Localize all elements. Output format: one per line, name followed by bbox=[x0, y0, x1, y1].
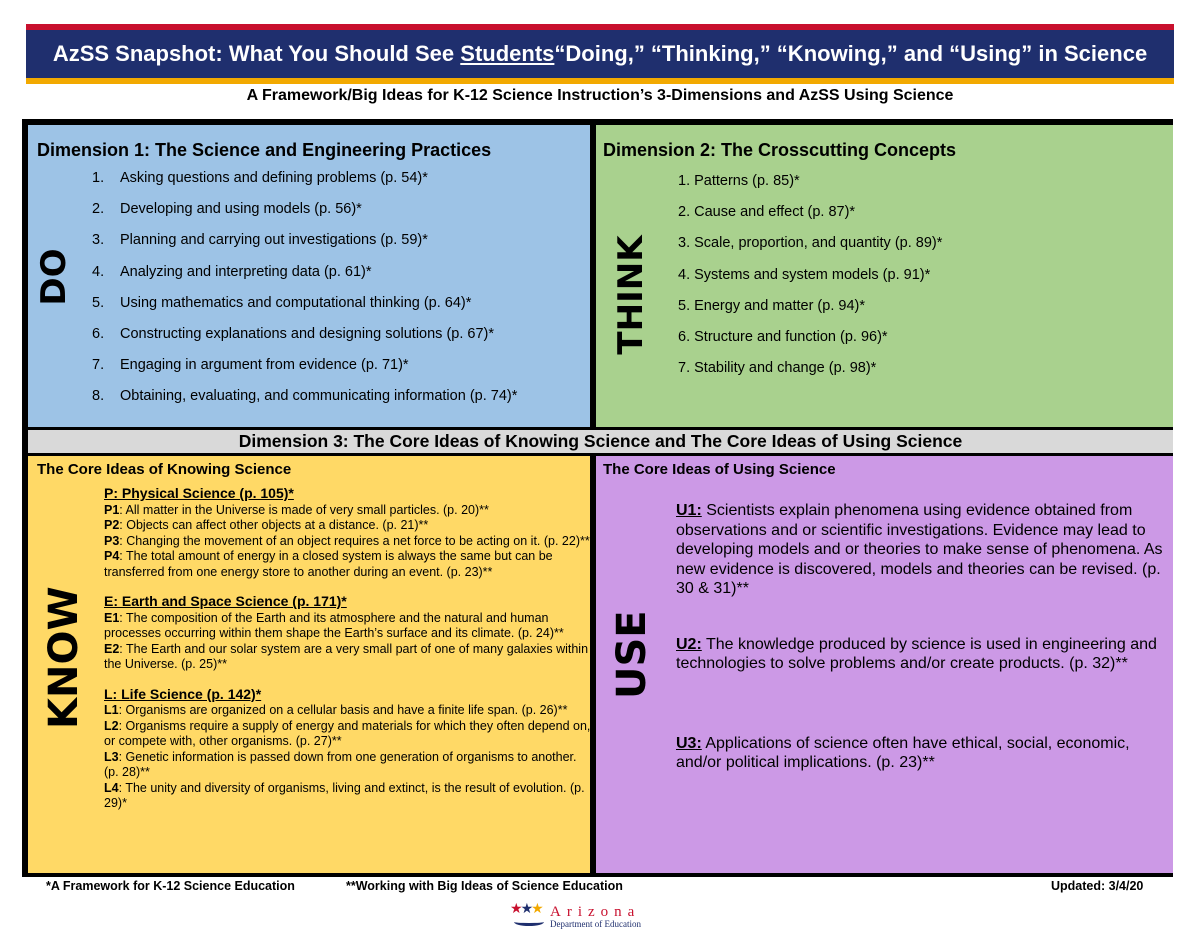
dimension-3-header bbox=[28, 427, 1173, 456]
crosscutting-item: 4. Systems and system models (p. 91)* bbox=[678, 266, 931, 283]
use-idea bbox=[676, 501, 1171, 599]
dimension-2-panel bbox=[596, 125, 1173, 427]
footer-note-framework: *A Framework for K-12 Science Education bbox=[46, 879, 295, 893]
know-title: The Core Ideas of Knowing Science bbox=[37, 461, 292, 478]
crosscutting-item: 7. Stability and change (p. 98)* bbox=[678, 360, 877, 377]
know-idea-code: L4 bbox=[104, 780, 119, 795]
know-idea-code: P3 bbox=[104, 533, 120, 548]
practice-text: Developing and using models (p. 56)* bbox=[120, 201, 362, 218]
practice-item bbox=[92, 357, 517, 388]
practice-item bbox=[92, 170, 517, 201]
page-subtitle: A Framework/Big Ideas for K-12 Science Instruction’s 3-Dimensions and AzSS Using Science bbox=[246, 87, 954, 104]
practice-item bbox=[92, 201, 517, 232]
know-idea bbox=[104, 719, 594, 750]
practice-text: Asking questions and defining problems (p. 54)* bbox=[120, 170, 428, 186]
use-idea-text: The knowledge produced by science is used in engineering and technologies to solve problems and/or create products. (p. 32)** bbox=[676, 635, 1157, 672]
know-idea-code: E2 bbox=[104, 641, 120, 656]
section-gap bbox=[104, 673, 594, 687]
know-idea bbox=[104, 503, 594, 519]
practice-text: Planning and carrying out investigations (p. 59)* bbox=[120, 232, 428, 249]
use-items bbox=[676, 501, 1171, 773]
know-idea-text: : Objects can affect other objects at a distance. (p. 21)** bbox=[119, 518, 429, 532]
use-idea-code: U3: bbox=[676, 734, 702, 752]
practice-text: Analyzing and interpreting data (p. 61)* bbox=[120, 263, 372, 280]
know-idea-text: : The Earth and our solar system are a very small part of one of many galaxies within the Universe. (p. 25)** bbox=[104, 641, 589, 671]
practice-number: 2. bbox=[92, 201, 105, 218]
know-idea-code: P4 bbox=[104, 549, 120, 563]
know-idea-text: : Changing the movement of an object requires a net force to be acting on it. (p. 22)** bbox=[119, 533, 590, 548]
dimension-1-panel bbox=[28, 125, 593, 427]
dimension-3-title: Dimension 3: The Core Ideas of Knowing Science and The Core Ideas of Using Science bbox=[238, 431, 963, 451]
practice-number: 1. bbox=[92, 170, 105, 186]
logo-word: Arizona bbox=[550, 904, 641, 920]
know-idea bbox=[104, 611, 594, 642]
know-section-heading: P: Physical Science (p. 105)* bbox=[104, 485, 294, 501]
practice-number: 5. bbox=[92, 294, 105, 311]
use-idea-code: U1: bbox=[676, 502, 702, 519]
know-idea-code: L3 bbox=[104, 749, 119, 764]
know-idea bbox=[104, 750, 594, 781]
practice-item bbox=[92, 232, 517, 263]
practice-text: Constructing explanations and designing solutions (p. 67)* bbox=[120, 325, 495, 342]
crosscutting-list bbox=[678, 173, 942, 391]
know-idea-text: : The unity and diversity of organisms, living and extinct, is the result of evolution. (p. 29)* bbox=[104, 780, 585, 810]
dimensions-grid bbox=[22, 119, 1173, 877]
crosscutting-item: 5. Energy and matter (p. 94)* bbox=[678, 297, 865, 314]
page-banner bbox=[26, 30, 1174, 78]
arizona-doe-logo-icon bbox=[510, 898, 655, 930]
practice-text: Obtaining, evaluating, and communicating information (p. 74)* bbox=[120, 388, 518, 405]
crosscutting-item: 6. Structure and function (p. 96)* bbox=[678, 328, 888, 345]
use-title: The Core Ideas of Using Science bbox=[603, 461, 836, 478]
know-idea-code: P2 bbox=[104, 518, 120, 532]
section-gap bbox=[104, 580, 594, 594]
know-idea bbox=[104, 534, 594, 550]
practice-number: 7. bbox=[92, 357, 105, 374]
know-idea-text: : Organisms are organized on a cellular basis and have a finite life span. (p. 26)** bbox=[118, 703, 568, 717]
use-panel bbox=[596, 456, 1173, 873]
crosscutting-item: 1. Patterns (p. 85)* bbox=[678, 173, 800, 189]
use-idea bbox=[676, 734, 1171, 773]
think-vertical-label: THINK bbox=[611, 235, 651, 355]
know-idea-code: P1 bbox=[104, 502, 120, 517]
do-vertical-label: DO bbox=[34, 248, 74, 306]
practice-number: 6. bbox=[92, 325, 105, 342]
know-vertical-label: KNOW bbox=[41, 586, 87, 729]
banner-underlined: Students bbox=[460, 41, 555, 66]
footer-updated: Updated: 3/4/20 bbox=[1051, 879, 1144, 893]
know-idea bbox=[104, 781, 594, 812]
logo-subtitle: Department of Education bbox=[550, 919, 641, 929]
know-idea-text: : The composition of the Earth and its atmosphere and the natural and human processes occurring within them shape the Earth’s surface and its climate. (p. 24)** bbox=[104, 610, 564, 640]
practice-text: Engaging in argument from evidence (p. 71)* bbox=[120, 357, 409, 374]
practice-number: 8. bbox=[92, 388, 105, 405]
banner-suffix: “Doing,” “Thinking,” “Knowing,” and “Using” in Science bbox=[554, 41, 1148, 66]
know-section-heading: L: Life Science (p. 142)* bbox=[104, 685, 262, 702]
use-idea-code: U2: bbox=[676, 635, 702, 653]
know-idea-code: L2 bbox=[104, 718, 119, 733]
practice-number: 3. bbox=[92, 232, 105, 249]
practice-item bbox=[92, 326, 517, 357]
use-idea bbox=[676, 635, 1171, 674]
know-idea-text: : All matter in the Universe is made of very small particles. (p. 20)** bbox=[119, 502, 489, 517]
practice-item bbox=[92, 295, 517, 326]
practice-number: 4. bbox=[92, 263, 105, 280]
know-idea bbox=[104, 703, 594, 719]
dimension-2-title: Dimension 2: The Crosscutting Concepts bbox=[603, 140, 957, 160]
know-idea bbox=[104, 518, 594, 534]
banner-prefix: AzSS Snapshot: What You Should See bbox=[52, 41, 455, 66]
know-panel bbox=[28, 456, 593, 873]
practice-text: Using mathematics and computational thinking (p. 64)* bbox=[120, 294, 472, 311]
book-icon bbox=[514, 918, 544, 926]
practice-item bbox=[92, 264, 517, 295]
know-idea-code: E1 bbox=[104, 610, 120, 625]
crosscutting-item: 2. Cause and effect (p. 87)* bbox=[678, 204, 856, 221]
know-section-heading: E: Earth and Space Science (p. 171)* bbox=[104, 593, 347, 609]
use-idea-text: Scientists explain phenomena using evidence obtained from observations and or scientific investigations. Evidence may lead to developing models and or theories to make sense of phenomena. As new evidence is discovered, models and theories can be revised. (p. 30 & 31)** bbox=[676, 502, 1163, 597]
know-idea bbox=[104, 642, 594, 673]
banner-bottom-stripe bbox=[26, 78, 1174, 84]
know-sections bbox=[104, 486, 594, 812]
practices-list bbox=[92, 170, 517, 420]
crosscutting-item: 3. Scale, proportion, and quantity (p. 89)* bbox=[678, 235, 943, 252]
know-idea-text: : The total amount of energy in a closed system is always the same but can be transferred from one energy store to another during an event. (p. 23)** bbox=[104, 549, 553, 579]
know-idea-text: : Genetic information is passed down from one generation of organisms to another. (p. 28)** bbox=[104, 749, 577, 779]
dimension-1-title: Dimension 1: The Science and Engineering Practices bbox=[37, 140, 492, 160]
know-idea-text: : Organisms require a supply of energy and materials for which they often depend on, or compete with, other organisms. (p. 27)** bbox=[104, 718, 591, 748]
stars-icon: ★★★ bbox=[510, 900, 542, 916]
use-idea-text: Applications of science often have ethical, social, economic, and/or political implications. (p. 23)** bbox=[676, 734, 1130, 771]
know-idea bbox=[104, 549, 594, 580]
use-vertical-label: USE bbox=[609, 610, 655, 699]
know-idea-code: L1 bbox=[104, 703, 119, 717]
practice-item bbox=[92, 388, 517, 419]
footer-note-big-ideas: **Working with Big Ideas of Science Education bbox=[346, 879, 623, 893]
